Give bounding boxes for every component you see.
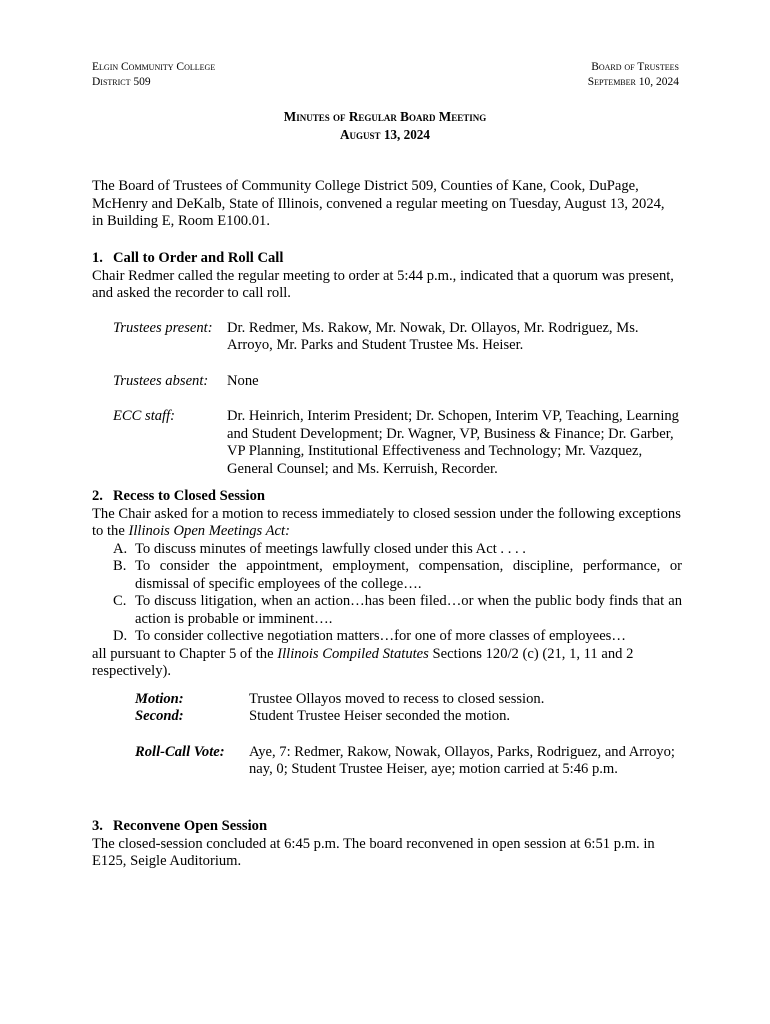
section-heading bbox=[92, 250, 682, 268]
motion-value: Trustee Ollayos moved to recess to closed session. bbox=[249, 690, 545, 707]
trustees-present-label: Trustees present: bbox=[113, 319, 213, 336]
trustees-absent-value: None bbox=[227, 372, 259, 389]
list-item bbox=[113, 593, 682, 628]
second-value: Student Trustee Heiser seconded the motion. bbox=[249, 708, 511, 724]
header-right bbox=[588, 60, 679, 90]
section-body: The closed-session concluded at 6:45 p.m. The board reconvened in open session at 6:51 p.m. in E125, Seigle Auditorium. bbox=[92, 835, 655, 869]
section-number: 3. bbox=[92, 818, 103, 834]
list-text: To consider the appointment, employment, compensation, discipline, performance, or dismissal of specific employees of the college…. bbox=[135, 558, 682, 592]
board-name: Board of Trustees bbox=[591, 61, 679, 73]
list-text: To discuss minutes of meetings lawfully closed under this Act . . . . bbox=[135, 540, 526, 557]
roll-call-label: Roll-Call Vote: bbox=[135, 743, 225, 760]
pursuant-text: all pursuant to Chapter 5 of the bbox=[92, 645, 278, 662]
ecc-staff-label: ECC staff: bbox=[113, 408, 176, 424]
section-recess bbox=[92, 488, 682, 779]
section-body bbox=[92, 506, 682, 541]
document-title bbox=[0, 108, 770, 144]
section-title: Recess to Closed Session bbox=[113, 488, 266, 504]
statute-name: Illinois Compiled Statutes bbox=[277, 645, 429, 662]
section-call-to-order bbox=[92, 250, 682, 478]
second-row bbox=[135, 708, 682, 726]
recess-intro-text: The Chair asked for a motion to recess immediately to closed session under the following exceptions to the bbox=[92, 505, 681, 539]
roll-call-row bbox=[135, 744, 682, 779]
title-line-1: Minutes of Regular Board Meeting bbox=[283, 109, 487, 124]
document-date: September 10, 2024 bbox=[587, 76, 679, 88]
exceptions-list bbox=[113, 541, 682, 646]
motion-label: Motion: bbox=[135, 690, 184, 707]
header-left bbox=[92, 60, 215, 90]
list-marker: D. bbox=[113, 628, 128, 644]
list-text: To consider collective negotiation matters…for one of more classes of employees… bbox=[135, 628, 626, 644]
trustees-present-row bbox=[113, 320, 682, 355]
list-marker: C. bbox=[113, 593, 127, 609]
section-number: 1. bbox=[92, 250, 103, 266]
title-line-2: August 13, 2024 bbox=[340, 127, 430, 142]
section-reconvene bbox=[92, 818, 682, 871]
district-name: District 509 bbox=[92, 76, 151, 88]
section-number: 2. bbox=[92, 488, 103, 504]
trustees-present-value: Dr. Redmer, Ms. Rakow, Mr. Nowak, Dr. Ollayos, Mr. Rodriguez, Ms. Arroyo, Mr. Parks and Student Trustee Ms. Heiser. bbox=[227, 319, 639, 353]
trustees-absent-label: Trustees absent: bbox=[113, 372, 209, 389]
list-marker: B. bbox=[113, 558, 127, 574]
section-heading bbox=[92, 488, 682, 506]
college-name: Elgin Community College bbox=[92, 61, 216, 73]
section-title: Call to Order and Roll Call bbox=[113, 250, 284, 266]
section-title: Reconvene Open Session bbox=[113, 818, 268, 834]
list-item bbox=[113, 558, 682, 593]
roll-call-value: Aye, 7: Redmer, Rakow, Nowak, Ollayos, Parks, Rodriguez, and Arroyo; nay, 0; Student Trustee Heiser, aye; motion carried at 5:46 p.m. bbox=[249, 743, 675, 777]
ecc-staff-row bbox=[113, 408, 682, 478]
section-heading bbox=[92, 818, 682, 836]
list-text: To discuss litigation, when an action…has been filed…or when the public body finds that an action is probable or imminent…. bbox=[135, 593, 682, 627]
pursuant-sections: Sections 120/2 (c) (21, 1, 11 and 2 respectively). bbox=[92, 645, 634, 679]
trustees-absent-row bbox=[113, 373, 682, 391]
open-meetings-act: Illinois Open Meetings Act: bbox=[128, 523, 290, 539]
pursuant-paragraph bbox=[92, 646, 682, 681]
intro-paragraph: The Board of Trustees of Community College District 509, Counties of Kane, Cook, DuPage, McHenry and DeKalb, State of Illinois, convened a regular meeting on Tuesday, August 13, 2024, in Building E, Room E100.01. bbox=[92, 178, 665, 229]
ecc-staff-value: Dr. Heinrich, Interim President; Dr. Schopen, Interim VP, Teaching, Learning and Student Development; Dr. Wagner, VP, Business & Finance; Dr. Garber, VP Planning, Institutional Effectiveness and Technology; Mr. Vazquez, General Counsel; and Ms. Kerruish, Recorder. bbox=[227, 408, 679, 477]
list-marker: A. bbox=[113, 540, 128, 557]
list-item bbox=[113, 541, 682, 559]
list-item bbox=[113, 628, 682, 646]
second-label: Second: bbox=[135, 708, 184, 724]
section-body: Chair Redmer called the regular meeting to order at 5:44 p.m., indicated that a quorum was present, and asked the recorder to call roll. bbox=[92, 267, 674, 301]
motion-row bbox=[135, 691, 682, 709]
